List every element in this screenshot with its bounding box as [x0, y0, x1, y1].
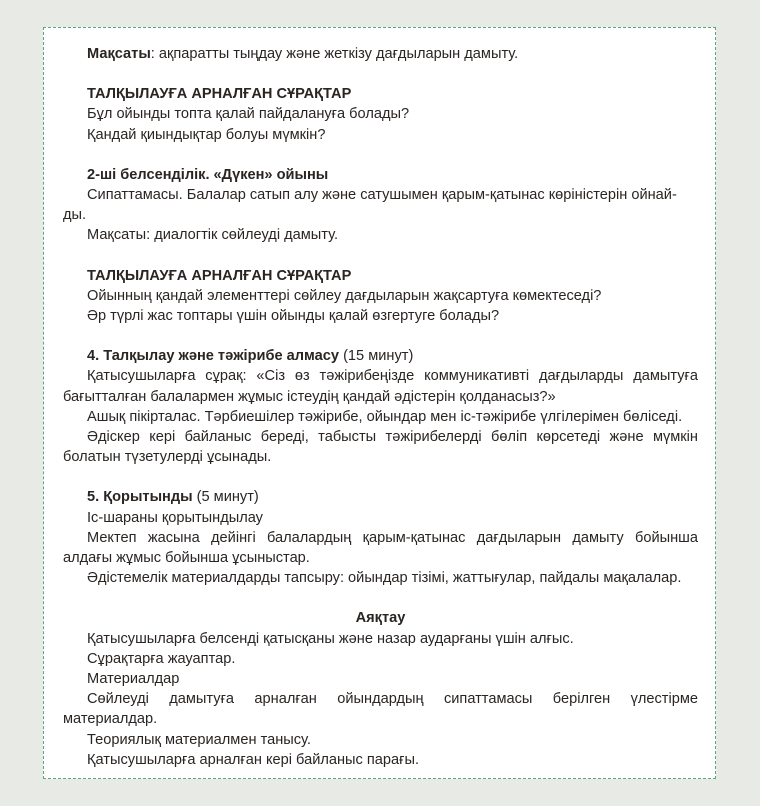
paragraph: Материалдар [87, 671, 180, 688]
activity-description-continued: ды. [63, 207, 87, 224]
section-duration: (5 минут) [192, 489, 259, 506]
question: Әр түрлі жас топтары үшін ойынды қалай өзгертуге болады? [87, 308, 500, 325]
activity-description: Сипаттамасы. Балалар сатып алу және сатушымен қарым-қатынас көріністерін ойнай- [87, 187, 677, 204]
goal-label: Мақсаты [87, 46, 151, 62]
section-heading [63, 346, 698, 366]
paragraph: Қатысушыларға арналған кері байланыс парағы. [87, 751, 420, 768]
section-heading [63, 487, 698, 507]
paragraph: Ашық пікірталас. Тәрбиешілер тәжірибе, ойындар мен іс-тәжірибе үлгілерімен бөліседі. [87, 408, 683, 425]
paragraph: Қатысушыларға сұрақ: «Сіз өз тәжірибеңізде коммуникативті дағдыларды дамытуға бағытталған балалармен жұмыс істеудің қандай әдістерін қолданасыз?» [63, 368, 698, 405]
paragraph: Іс-шараны қорытындылау [87, 509, 263, 526]
paragraph: Мектеп жасына дейінгі балалардың қарым-қатынас дағдыларын дамыту бойынша алдағы жұмыс бойынша ұсыныстар. [63, 529, 698, 567]
paragraph: Сөйлеуді дамытуға арналған ойындардың сипаттамасы берілген үлестірме материалдар. [63, 691, 698, 728]
question: Бұл ойынды топта қалай пайдалануға болады? [87, 106, 410, 123]
section-title: 5. Қорытынды [87, 489, 193, 506]
activity-goal: Мақсаты: диалогтік сөйлеуді дамыту. [87, 227, 339, 244]
discussion-heading: ТАЛҚЫЛАУҒА АРНАЛҒАН СҰРАҚТАР [87, 267, 352, 284]
question: Қандай қиындықтар болуы мүмкін? [87, 126, 326, 143]
paragraph: Қатысушыларға белсенді қатысқаны және назар аударғаны үшін алғыс. [87, 630, 574, 647]
goal-paragraph [63, 44, 698, 64]
goal-text: : ақпаратты тыңдау және жеткізу дағдыларын дамыту. [150, 46, 519, 62]
activity-title: 2-ші белсенділік. «Дүкен» ойыны [87, 166, 329, 183]
discussion-heading: ТАЛҚЫЛАУҒА АРНАЛҒАН СҰРАҚТАР [87, 86, 352, 103]
document-body [63, 44, 698, 770]
ending-title: Аяқтау [355, 610, 406, 627]
document-page [43, 27, 716, 779]
paragraph: Сұрақтарға жауаптар. [87, 650, 236, 667]
paragraph: Теориялық материалмен танысу. [87, 731, 311, 748]
paragraph: Әдістемелік материалдарды тапсыру: ойындар тізімі, жаттығулар, пайдалы мақалалар. [87, 570, 682, 587]
question: Ойынның қандай элементтері сөйлеу дағдыларын жақсартуға көмектеседі? [87, 287, 602, 304]
paragraph: Әдіскер кері байланыс береді, табысты тәжірибелерді бөліп көрсетеді және мүмкін болатын түзетулерді ұсынады. [63, 429, 698, 466]
section-duration: (15 минут) [339, 348, 414, 365]
section-title: 4. Талқылау және тәжірибе алмасу [87, 348, 340, 365]
